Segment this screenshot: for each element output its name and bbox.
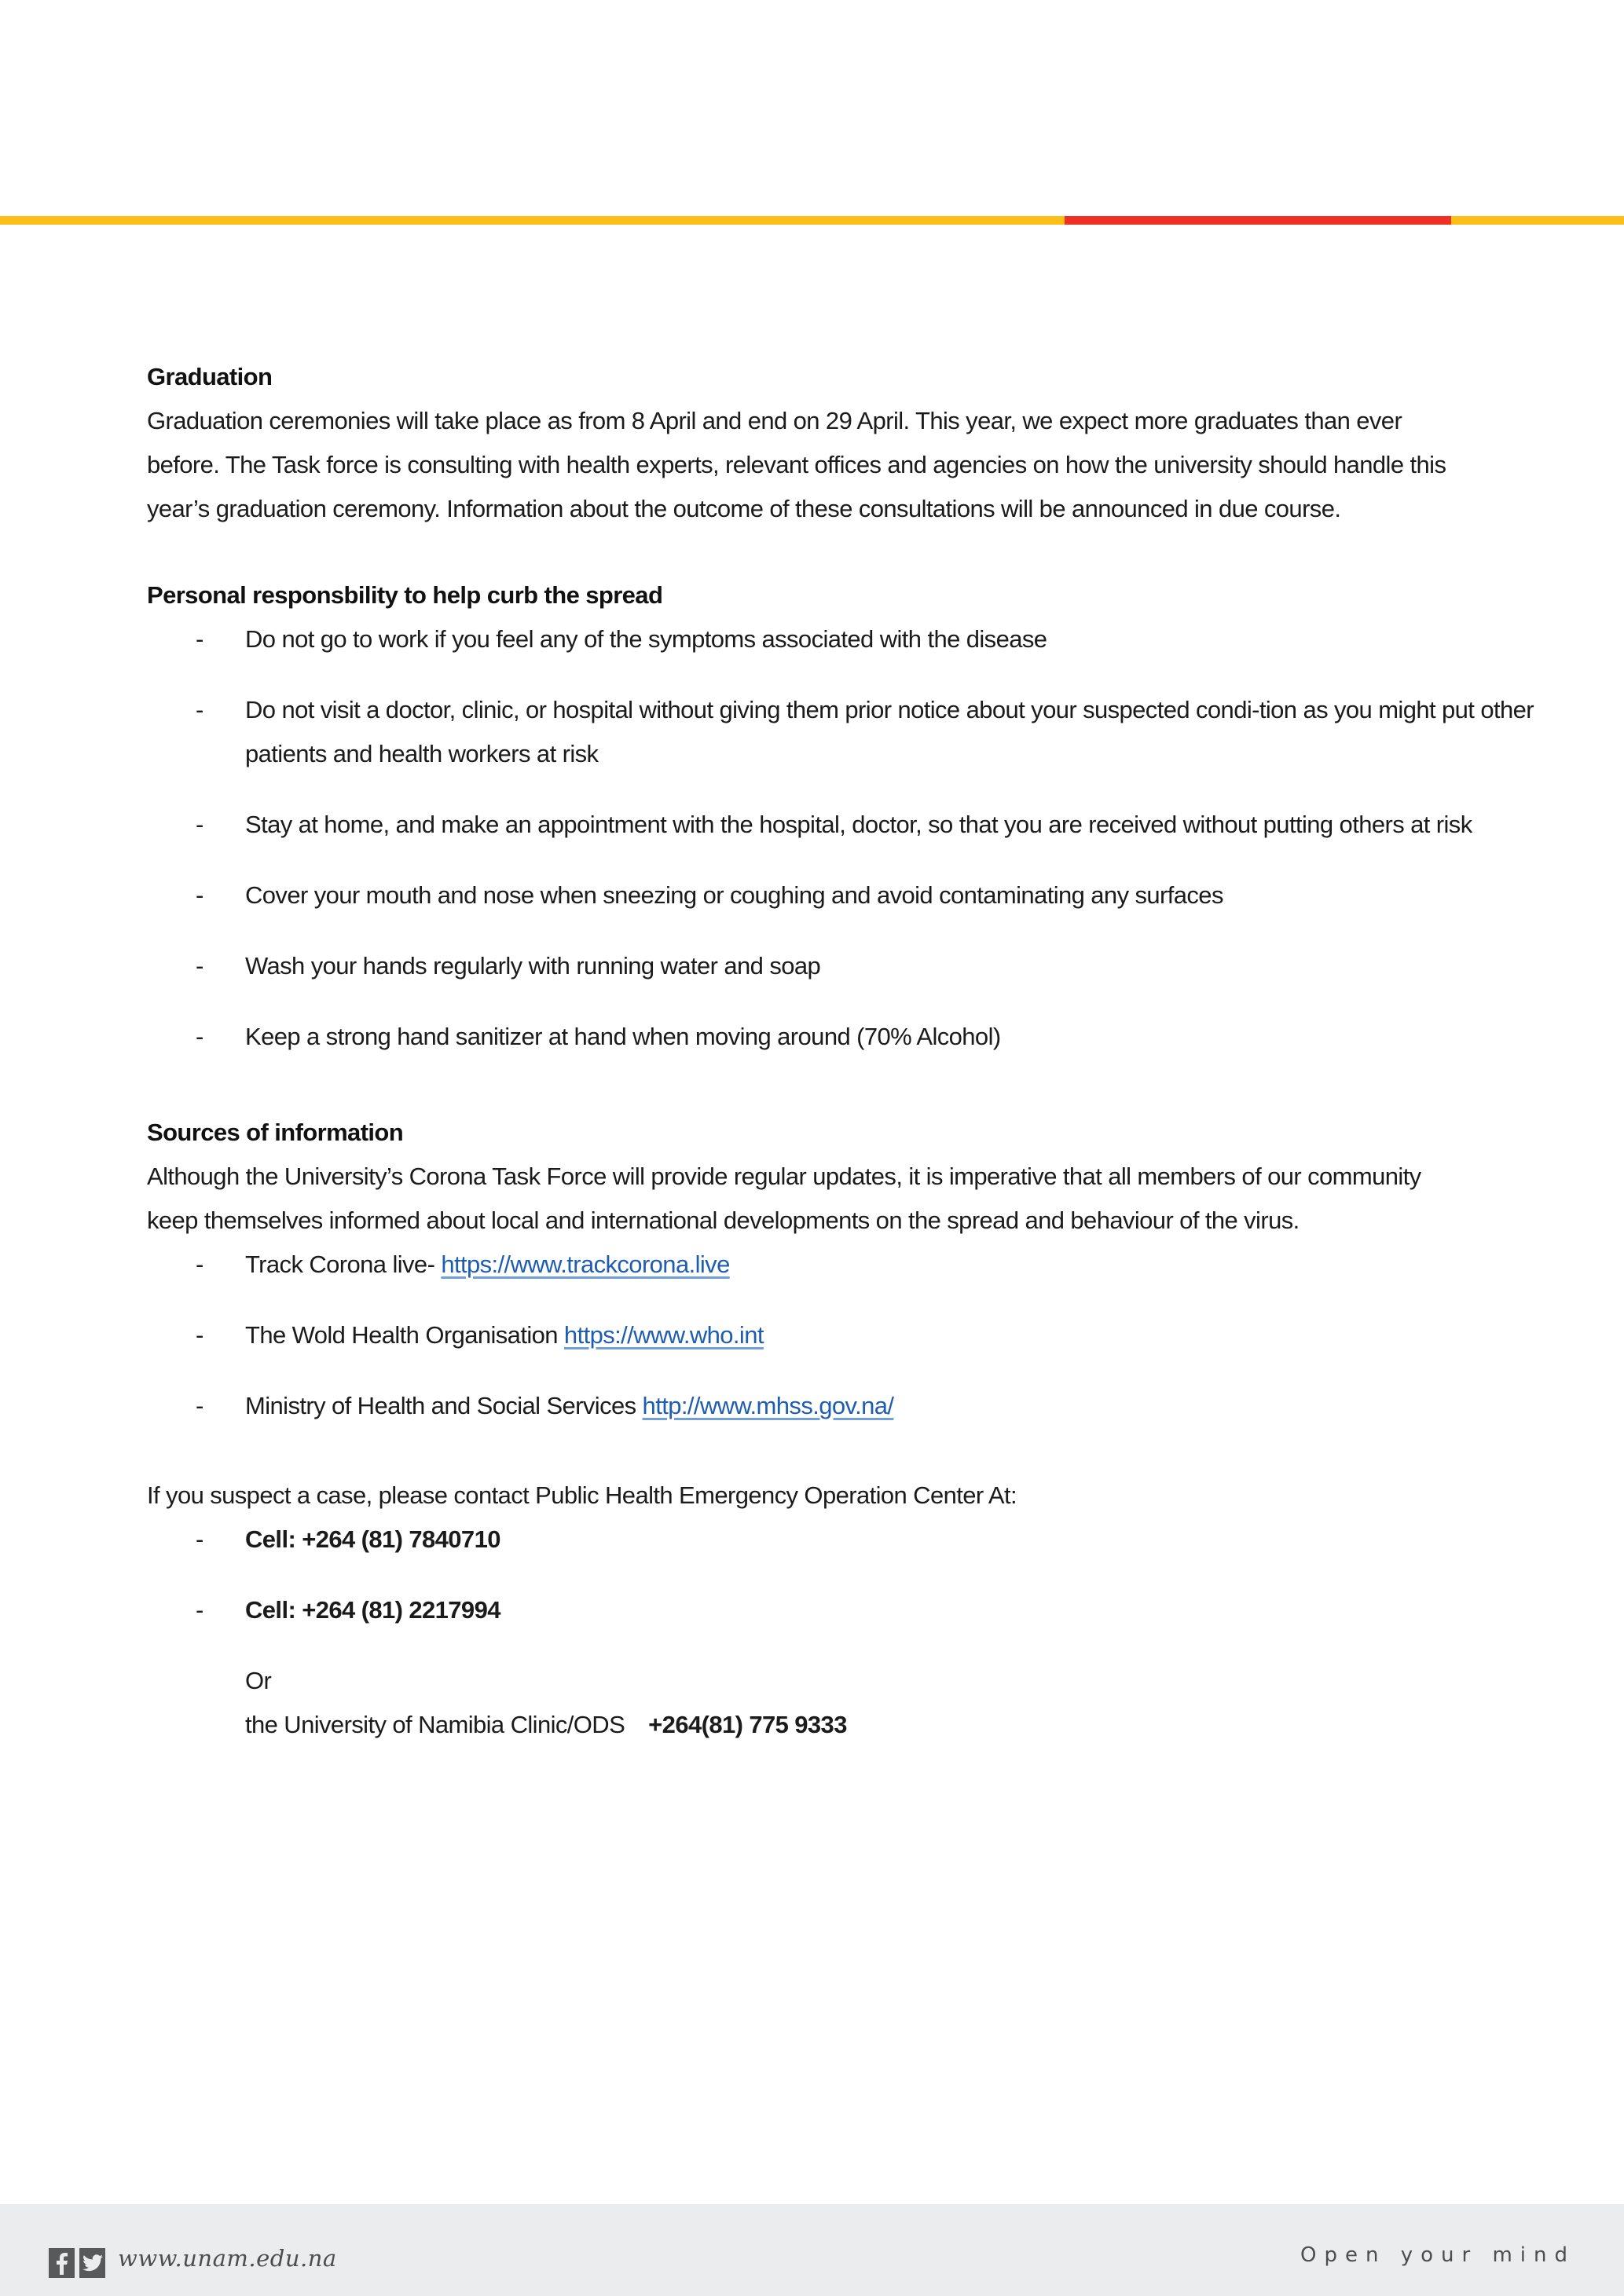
social-icons [49, 2248, 105, 2278]
list-item-text: Do not go to work if you feel any of the symptoms associated with the disease [245, 625, 1047, 653]
list-item [147, 617, 1483, 661]
source-label: Ministry of Health and Social Services [245, 1392, 643, 1419]
contact-intro: If you suspect a case, please contact Public Health Emergency Operation Center At: [147, 1481, 1017, 1509]
list-item [147, 1588, 1483, 1632]
bullet-dash: - [196, 1596, 203, 1624]
sources-heading: Sources of information [147, 1119, 404, 1146]
bullet-dash: - [196, 1525, 203, 1553]
list-item [147, 803, 1483, 847]
phone-number: Cell: +264 (81) 2217994 [245, 1596, 500, 1624]
list-item [147, 873, 1483, 917]
bullet-dash: - [196, 625, 203, 653]
list-item [147, 1384, 1483, 1428]
list-item-text: Wash your hands regularly with running water and soap [245, 952, 821, 980]
contact-section [147, 1474, 1483, 1747]
bullet-dash: - [196, 696, 203, 723]
personal-responsibility-section [147, 573, 1534, 1059]
list-item [147, 1015, 1483, 1059]
list-item-text: Do not visit a doctor, clinic, or hospital without giving them prior notice about your suspected condi-tion as you might put other patients and health workers at risk [245, 696, 1534, 767]
bullet-dash: - [196, 1392, 203, 1419]
slogan: Open your mind [1300, 2243, 1575, 2267]
list-item [147, 1518, 1483, 1562]
graduation-paragraph: Graduation ceremonies will take place as from 8 April and end on 29 April. This year, we expect more graduates than ever before. The Task force is consulting with health experts, relevant offices and agencies on how the university should handle this year’s graduation ceremony. Information about the outcome of these consultations will be announced in due course. [147, 407, 1446, 522]
list-item-text: Cover your mouth and nose when sneezing or coughing and avoid contaminating any surfaces [245, 881, 1223, 909]
contact-list [147, 1518, 1483, 1632]
or-text: Or [245, 1667, 272, 1694]
graduation-section [147, 355, 1483, 531]
clinic-phone: +264(81) 775 9333 [648, 1711, 847, 1738]
header-accent-bar [0, 216, 1624, 225]
who-link[interactable]: https://www.who.int [563, 1321, 764, 1349]
facebook-icon[interactable] [49, 2248, 75, 2278]
list-item-text: Keep a strong hand sanitizer at hand when moving around (70% Alcohol) [245, 1023, 1001, 1050]
sources-paragraph: Although the University’s Corona Task Force will provide regular updates, it is imperative that all members of our community keep themselves informed about local and international developments on the spread and behaviour of the virus. [147, 1163, 1421, 1234]
bullet-dash: - [196, 1321, 203, 1349]
list-item [147, 1313, 1483, 1357]
page-footer [0, 2204, 1624, 2296]
personal-responsibility-heading: Personal responsbility to help curb the spread [147, 581, 663, 609]
clinic-line [147, 1703, 1483, 1747]
sources-list [147, 1243, 1483, 1428]
document-body [147, 355, 1534, 1747]
trackcorona-link[interactable]: https://www.trackcorona.live [441, 1251, 730, 1278]
twitter-icon[interactable] [79, 2248, 105, 2278]
phone-number: Cell: +264 (81) 7840710 [245, 1525, 500, 1553]
graduation-heading: Graduation [147, 363, 273, 390]
sources-section [147, 1111, 1483, 1428]
list-item-text: Stay at home, and make an appointment with the hospital, doctor, so that you are received without putting others at risk [245, 811, 1472, 838]
list-item [147, 688, 1581, 776]
website-url[interactable]: www.unam.edu.na [118, 2245, 337, 2272]
bullet-dash: - [196, 1023, 203, 1050]
bullet-dash: - [196, 952, 203, 980]
clinic-label: the University of Namibia Clinic/ODS [245, 1711, 625, 1738]
personal-responsibility-list [147, 617, 1534, 1059]
bullet-dash: - [196, 881, 203, 909]
bullet-dash: - [196, 811, 203, 838]
header-accent-red-segment [1065, 216, 1451, 225]
source-label: The Wold Health Organisation [245, 1321, 564, 1349]
source-label: Track Corona live- [245, 1251, 442, 1278]
mhss-link[interactable]: http://www.mhss.gov.na/ [642, 1392, 894, 1419]
list-item [147, 1243, 1483, 1287]
list-item [147, 944, 1483, 988]
bullet-dash: - [196, 1251, 203, 1278]
